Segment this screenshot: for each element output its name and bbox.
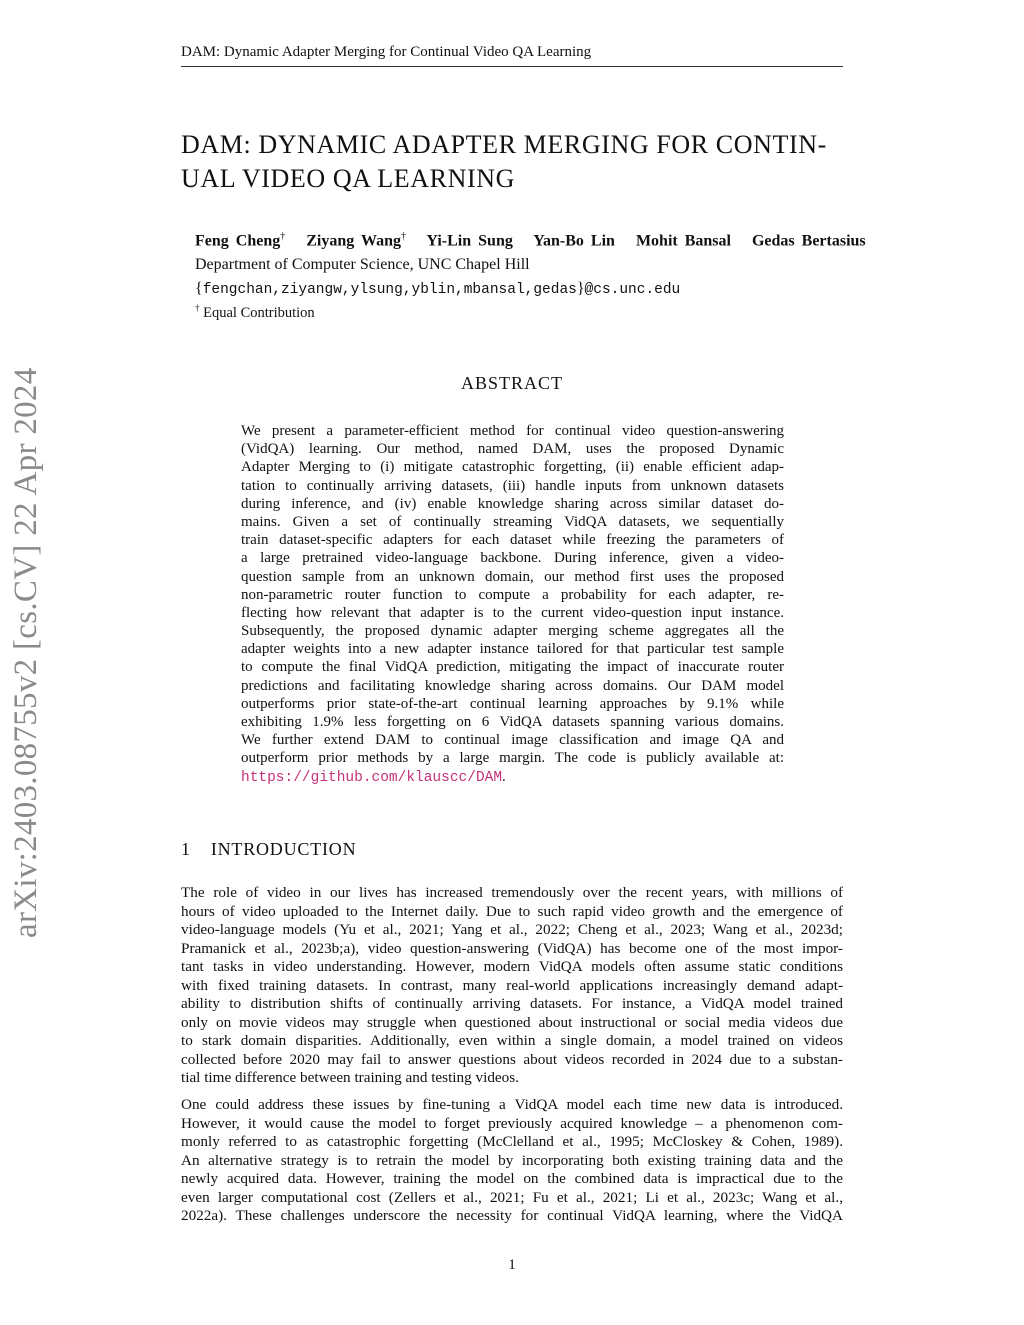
text-line: Subsequently, the proposed dynamic adapter merging scheme aggregates all the <box>241 623 784 640</box>
text-line: video-language models (Yu et al., 2021; Yang et al., 2022; Cheng et al., 2023; Wang et al., 2023d; <box>181 921 843 938</box>
abstract-heading: ABSTRACT <box>460 373 564 393</box>
section-number: 1 <box>181 839 191 859</box>
title-line-1: DAM: DYNAMIC ADAPTER MERGING FOR CONTIN- <box>181 130 827 159</box>
text-line: train dataset-specific adapters for each dataset while freezing the parameters of <box>241 532 784 549</box>
section-heading-introduction <box>181 839 356 860</box>
text-line: only on movie videos may struggle when questioned about instructional or social media videos due <box>181 1013 843 1031</box>
email-users: fengchan,ziyangw,ylsung,yblin,mbansal,gedas <box>202 282 577 298</box>
text-line: with fixed training datasets. In contrast, many real-world applications increasingly demand adapt- <box>181 976 843 994</box>
author-list <box>195 231 866 250</box>
code-link-line: https://github.com/klauscc/DAM. <box>241 768 506 786</box>
email-domain: @cs.unc.edu <box>584 282 681 298</box>
text-line: tial time difference between training and testing videos. <box>181 1069 519 1086</box>
text-line: Pramanick et al., 2023b;a), video question-answering (VidQA) has become one of the most impor- <box>181 939 843 957</box>
intro-paragraph-1 <box>181 884 843 1088</box>
author-mark: † <box>400 231 406 242</box>
text-line: a large pretrained video-language backbone. During inference, given a video- <box>241 550 784 567</box>
text-line: exhibiting 1.9% less forgetting on 6 VidQA datasets spanning various domains. <box>241 714 784 730</box>
author: Ziyang Wang <box>306 232 401 250</box>
text-line: (VidQA) learning. Our method, named DAM, uses the proposed Dynamic <box>241 441 784 458</box>
text-line: newly acquired data. However, training the model on the combined data is impractical due to the <box>181 1170 843 1187</box>
author-mark: † <box>280 231 286 242</box>
text-line: predictions and facilitating knowledge sharing across domains. Our DAM model <box>241 677 784 694</box>
text-line: question sample from an unknown domain, our method first uses the proposed <box>241 568 784 585</box>
text-line: An alternative strategy is to retrain the model by incorporating both existing training data and the <box>181 1151 843 1169</box>
paper-title <box>181 128 851 196</box>
equal-contribution-text: Equal Contribution <box>203 304 315 321</box>
text-line: We further extend DAM to continual image classification and image QA and <box>241 732 784 749</box>
text-line: during inference, and (iv) enable knowledge sharing across similar dataset do- <box>241 495 784 512</box>
text-line: hours of video uploaded to the Internet daily. Due to such rapid video growth and the emergence of <box>181 902 843 920</box>
text-line: adapter weights into a new adapter instance tailored for that particular test sample <box>241 641 784 658</box>
text-line: One could address these issues by fine-tuning a VidQA model each time new data is introduced. <box>181 1096 843 1113</box>
text-line: outperform prior methods by a large margin. The code is publicly available at: <box>241 750 784 767</box>
text-line: non-parametric router function to compute a probability for each adapter, re- <box>241 586 784 603</box>
text-line: tant tasks in video understanding. However, modern VidQA models often assume static conditions <box>181 958 843 975</box>
text-line: to stark domain disparities. Additionally, even within a single domain, a model trained on videos <box>181 1032 843 1049</box>
text-line: The role of video in our lives has increased tremendously over the recent years, with millions of <box>181 884 843 901</box>
code-link[interactable]: https://github.com/klauscc/DAM <box>241 769 503 786</box>
arxiv-watermark: arXiv:2403.08755v2 [cs.CV] 22 Apr 2024 <box>8 367 44 938</box>
text-line: tation to continually arriving datasets, (iii) handle inputs from unknown datasets <box>241 477 784 494</box>
title-line-2: UAL VIDEO QA LEARNING <box>181 164 515 193</box>
author: Feng Cheng <box>195 232 281 250</box>
intro-paragraph-2 <box>181 1096 843 1226</box>
text-line: Adapter Merging to (i) mitigate catastrophic forgetting, (ii) enable efficient adap- <box>241 459 784 476</box>
equal-contribution-note <box>195 303 315 322</box>
author: Yan-Bo Lin <box>533 232 615 250</box>
text-line: to compute the final VidQA prediction, mitigating the impact of inaccurate router <box>241 659 784 676</box>
dagger-mark: † <box>195 303 200 313</box>
text-line: monly referred to as catastrophic forgetting (McClelland et al., 1995; McCloskey & Cohen, 1989). <box>181 1133 843 1150</box>
page-number: 1 <box>508 1257 516 1273</box>
author: Mohit Bansal <box>635 232 731 250</box>
text-line: 2022a). These challenges underscore the necessity for continual VidQA learning, where the VidQA <box>181 1207 843 1224</box>
text-line: even larger computational cost (Zellers et al., 2021; Fu et al., 2021; Li et al., 2023c; Wang et al., <box>181 1188 843 1206</box>
text-line: outperforms prior state-of-the-art continual learning approaches by 9.1% while <box>241 695 784 712</box>
author: Gedas Bertasius <box>751 232 866 250</box>
section-title: INTRODUCTION <box>210 839 357 859</box>
text-line: collected before 2020 may fail to answer questions about videos recorded in 2024 due to a substan- <box>181 1050 843 1068</box>
author: Yi-Lin Sung <box>426 232 513 250</box>
running-head: DAM: Dynamic Adapter Merging for Continual Video QA Learning <box>181 44 592 60</box>
header-rule <box>181 66 843 67</box>
email-line: {fengchan,ziyangw,ylsung,yblin,mbansal,gedas}@cs.unc.edu <box>195 280 681 298</box>
text-line: mains. Given a set of continually streaming VidQA datasets, we sequentially <box>241 513 784 530</box>
text-line: However, it would cause the model to forget previously acquired knowledge – a phenomenon com- <box>181 1114 843 1132</box>
text-line: ability to distribution shifts of continually arriving datasets. For instance, a VidQA model trained <box>181 995 843 1012</box>
text-line: We present a parameter-efficient method for continual video question-answering <box>241 423 784 439</box>
affiliation: Department of Computer Science, UNC Chapel Hill <box>195 256 530 273</box>
text-line: flecting how relevant that adapter is to the current video-question input instance. <box>241 604 784 621</box>
abstract-body <box>241 422 784 786</box>
